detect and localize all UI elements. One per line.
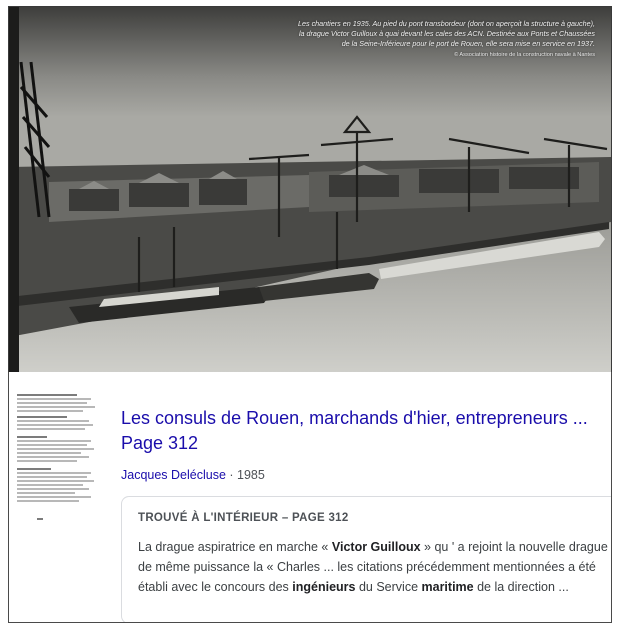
book-title: Les consuls de Rouen, marchands d'hier, entrepreneurs ... bbox=[121, 408, 588, 428]
caption-line-1: Les chantiers en 1935. Au pied du pont transbordeur (dont on aperçoit la structure à gauche), bbox=[297, 19, 595, 28]
book-title-link[interactable] bbox=[121, 406, 607, 456]
caption-line-3: de la Seine-Inférieure pour le port de Rouen, elle sera mise en service en 1937. bbox=[341, 39, 595, 48]
shipyard-photo-graphic bbox=[9, 7, 611, 373]
publication-year: 1985 bbox=[237, 468, 265, 482]
photo-credit: © Association histoire de la construction navale à Nantes bbox=[454, 52, 595, 58]
meta-separator: · bbox=[225, 468, 238, 482]
snippet-part: du Service bbox=[355, 580, 422, 594]
book-search-result bbox=[8, 372, 612, 623]
author-link[interactable]: Jacques Delécluse bbox=[121, 468, 226, 482]
snippet-part: » qu ' a rejoint la nouvelle drague de même puissance la « Charles ... les citations précédemment mentionnées a été établi avec le concours des bbox=[138, 540, 608, 594]
snippet-highlight: maritime bbox=[421, 580, 474, 594]
book-page-label: Page 312 bbox=[121, 433, 199, 453]
book-meta bbox=[121, 468, 265, 482]
inside-book-snippet[interactable] bbox=[121, 496, 612, 623]
snippet-highlight: Victor Guilloux bbox=[331, 540, 421, 554]
photo-caption bbox=[235, 19, 595, 60]
snippet-text bbox=[138, 537, 608, 597]
caption-line-2: la drague Victor Guilloux à quai devant les cales des ACN. Destinée aux Ponts et Chaussées bbox=[298, 29, 595, 38]
snippet-part: La drague aspiratrice en marche « bbox=[138, 540, 332, 554]
snippet-heading: TROUVÉ À L'INTÉRIEUR – PAGE 312 bbox=[138, 512, 349, 524]
snippet-highlight: ingénieurs bbox=[292, 580, 356, 594]
snippet-part: de la direction ... bbox=[473, 580, 569, 594]
historic-shipyard-photo bbox=[8, 6, 612, 374]
book-page-thumbnail[interactable] bbox=[17, 386, 101, 520]
